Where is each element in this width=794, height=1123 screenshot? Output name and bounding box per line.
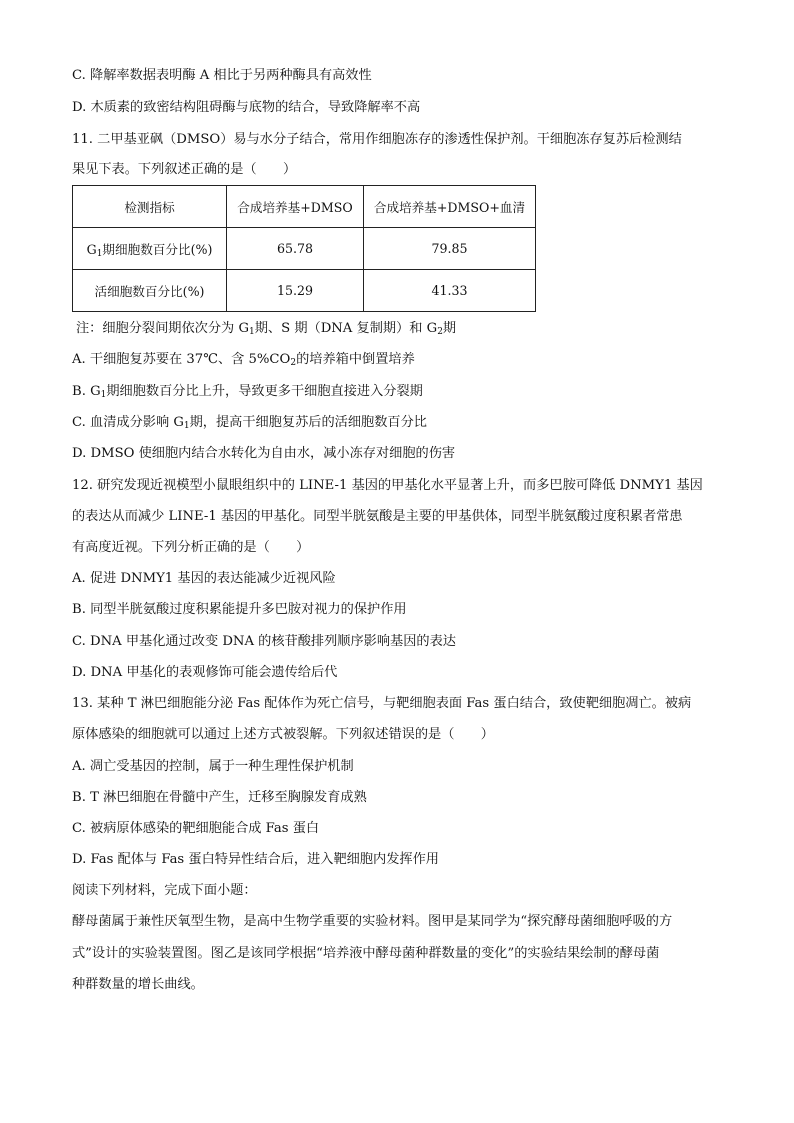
table-cell: 65.78 [227,228,364,270]
q12-option-d: D. DNA 甲基化的表观修饰可能会遗传给后代 [72,665,338,680]
q10-option-c: C. 降解率数据表明酶 A 相比于另两种酶具有高效性 [72,68,372,83]
table-header-cell: 合成培养基+DMSO+血清 [364,186,536,228]
q10-option-d: D. 木质素的致密结构阻碍酶与底物的结合，导致降解率不高 [72,100,421,115]
q11-option-b: B. $G_1$期细胞数百分比上升，导致更多干细胞直接进入分裂期 [72,384,423,400]
q12-stem-line-3: 有高度近视。下列分析正确的是（ ） [72,540,310,555]
material-line-1: 酵母菌属于兼性厌氧型生物，是高中生物学重要的实验材料。图甲是某同学为“探究酵母菌细胞呼吸的方 [72,914,673,929]
q12-stem-line-1: 12. 研究发现近视模型小鼠眼组织中的 LINE-1 基因的甲基化水平显著上升，而多巴胺可降低 DNMY1 基因 [72,478,703,493]
material-line-3: 种群数量的增长曲线。 [72,977,204,992]
table-header-cell: 合成培养基+DMSO [227,186,364,228]
q13-option-a: A. 凋亡受基因的控制，属于一种生理性保护机制 [72,759,354,774]
q11-stem-line-1: 11. 二甲基亚砜（DMSO）易与水分子结合，常用作细胞冻存的渗透性保护剂。干细胞冻存复苏后检测结 [72,132,682,147]
reading-instruction: 阅读下列材料，完成下面小题： [72,883,257,898]
table-row [73,228,536,270]
table-cell: 41.33 [364,270,536,312]
result-table [72,185,536,312]
table-cell: 15.29 [227,270,364,312]
q13-option-d: D. Fas 配体与 Fas 蛋白特异性结合后，进入靶细胞内发挥作用 [72,852,439,867]
table-cell-label: $G_1$期细胞数百分比(%) [73,228,227,270]
q11-option-c: C. 血清成分影响 $G_1$期，提高干细胞复苏后的活细胞数百分比 [72,415,427,431]
table-note: 注：细胞分裂间期依次分为 $G_1$期、S 期（DNA 复制期）和 $G_2$期 [76,321,457,337]
q13-stem-line-1: 13. 某种 T 淋巴细胞能分泌 Fas 配体作为死亡信号，与靶细胞表面 Fas 蛋白结合，致使靶细胞凋亡。被病 [72,696,692,711]
table-cell: 79.85 [364,228,536,270]
q11-option-d: D. DMSO 使细胞内结合水转化为自由水，减小冻存对细胞的伤害 [72,446,456,461]
q12-option-b: B. 同型半胱氨酸过度积累能提升多巴胺对视力的保护作用 [72,602,407,617]
table-header-row [73,186,536,228]
table-row [73,270,536,312]
q12-option-a: A. 促进 DNMY1 基因的表达能减少近视风险 [72,571,336,586]
q11-stem-line-2: 果见下表。下列叙述正确的是（ ） [72,162,297,177]
table-header-cell: 检测指标 [73,186,227,228]
q12-option-c: C. DNA 甲基化通过改变 DNA 的核苷酸排列顺序影响基因的表达 [72,634,456,649]
table-cell-label: 活细胞数百分比(%) [73,270,227,312]
material-line-2: 式”设计的实验装置图。图乙是该同学根据“培养液中酵母菌种群数量的变化”的实验结果绘制的酵母菌 [72,946,660,961]
q13-stem-line-2: 原体感染的细胞就可以通过上述方式被裂解。下列叙述错误的是（ ） [72,727,494,742]
q11-option-a: A. 干细胞复苏要在 37℃、含 $5\%CO_2$的培养箱中倒置培养 [72,352,415,368]
q13-option-b: B. T 淋巴细胞在骨髓中产生，迁移至胸腺发育成熟 [72,790,367,805]
q12-stem-line-2: 的表达从而减少 LINE-1 基因的甲基化。同型半胱氨酸是主要的甲基供体，同型半胱氨酸过度积累者常患 [72,509,683,524]
q13-option-c: C. 被病原体感染的靶细胞能合成 Fas 蛋白 [72,821,320,836]
